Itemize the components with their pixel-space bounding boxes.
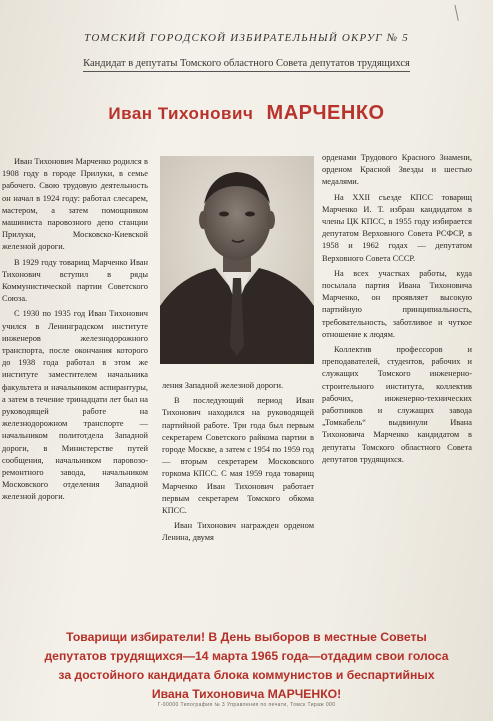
bio-paragraph: С 1930 по 1935 год Иван Тихонович учился в Ленинградском институте инженеров железнодорожного транспорта, после окончания которого до 1938 года работал в этом же институте заместителем начальника факультета и начальником аспирантуры, а затем в течение тринадцати лет был на руководящей работе на железнодорожном транспорте — начальником политотдела Западной дороги, в Министерстве путей сообщения, начальником паровозо-ремонтного завода, начальником Московского отделения Западной железной дороги. [2, 309, 148, 502]
bio-paragraph: Иван Тихонович награжден орденом Ленина, двумя [162, 521, 314, 543]
candidate-name [0, 102, 493, 125]
bio-paragraph: В 1929 году товарищ Марченко Иван Тихонович вступил в ряды Коммунистической партии Советского Союза. [2, 257, 148, 304]
bio-paragraph: Коллектив профессоров и преподавателей, студентов, рабочих и служащих Томского инженерно-строительного института, коллектив рабочих, инженерно-технических работников и служащих завода „Томкабель“ выдвинули Ивана Тихоновича Марченко кандидатом в депутаты Томского областного Совета депутатов трудящихся. [322, 345, 472, 464]
pen-mark [454, 3, 466, 21]
candidacy-text: Кандидат в депутаты Томского областного Совета депутатов трудящихся [83, 58, 410, 72]
candidate-last-name: МАРЧЕНКО [266, 102, 385, 124]
appeal-line: депутатов трудящихся—14 марта 1965 года—отдадим свои голоса [44, 649, 449, 663]
bio-paragraph: Иван Тихонович Марченко родился в 1908 году в городе Прилуки, в семье рабочего. Свою трудовую деятельность он начал в 1924 году: работал слесарем, мастером, а затем помощником машиниста паровозного депо станции Прилуки, Московско-Киевской железной дороги. [2, 157, 148, 252]
candidacy-line [0, 58, 493, 69]
district-heading: ТОМСКИЙ ГОРОДСКОЙ ИЗБИРАТЕЛЬНЫЙ ОКРУГ № 5 [84, 32, 409, 44]
biography-left-column [2, 156, 148, 507]
election-appeal [0, 628, 493, 704]
appeal-line: Товарищи избиратели! В День выборов в местные Советы [66, 630, 427, 644]
bio-paragraph: орденами Трудового Красного Знамени, орденом Красной Звезды и шестью медалями. [322, 153, 472, 187]
candidate-portrait [160, 156, 314, 364]
bio-paragraph: На XXII съезде КПСС товарищ Марченко И. Т. избран кандидатом в члены ЦК КПСС, в 1955 году избирается депутатом Верховного Совета РСФСР, в 1958 и 1962 годах — депутатом Верховного Совета СССР. [322, 192, 472, 263]
bio-paragraph: На всех участках работы, куда посылала партия Ивана Тихоновича Марченко, он проявляет высокую партийную принципиальность, требовательность, заботливое и чуткое отношение к людям. [322, 268, 472, 339]
bio-paragraph: ления Западной железной дороги. [162, 381, 284, 390]
appeal-line: Ивана Тихоновича МАРЧЕНКО! [151, 687, 342, 701]
biography-middle-column [162, 380, 314, 548]
print-imprint: Г-00000 Типография № 3 Управления по печати, Томск Тираж 000 [157, 702, 336, 708]
biography-right-column [322, 152, 472, 469]
candidate-first-names: Иван Тихонович [108, 104, 254, 123]
appeal-line: за достойного кандидата блока коммунистов и беспартийных [58, 668, 435, 682]
bio-paragraph: В последующий период Иван Тихонович находился на руководящей партийной работе. Три года был первым секретарем Советского райкома партии в городе Москве, а затем с 1954 по 1959 год — вторым секретарем Московского горкома КПСС. С мая 1959 года товарищ Марченко Иван Тихонович работает первым секретарем Томского обкома КПСС. [162, 396, 314, 516]
